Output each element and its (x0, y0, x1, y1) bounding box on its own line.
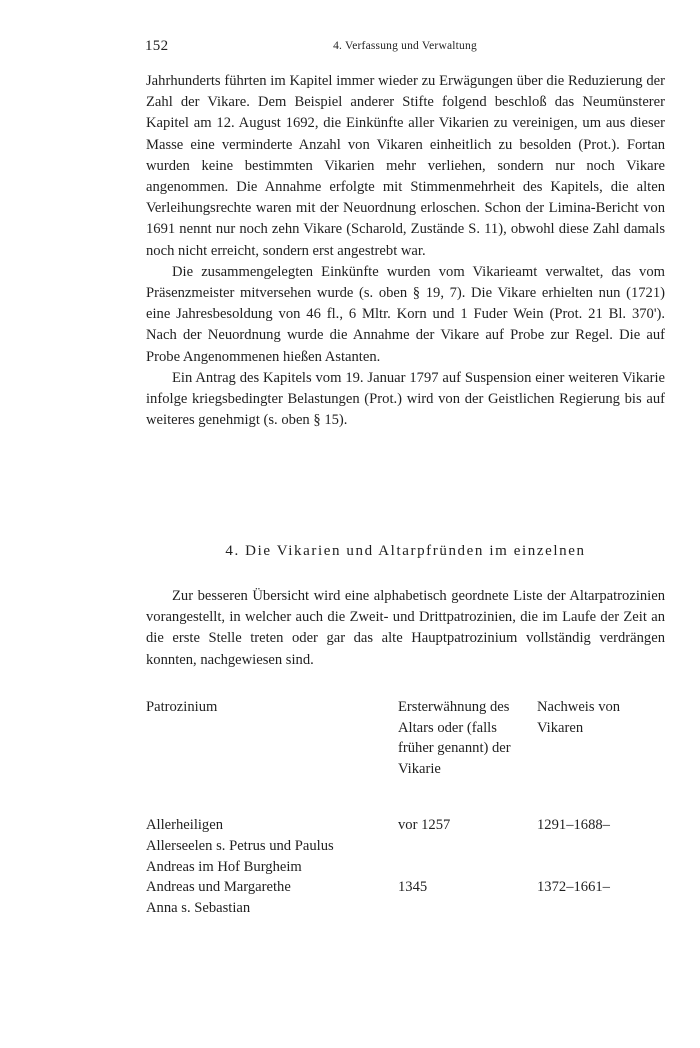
table-cell-nachweis: 1291–1688– (537, 817, 610, 833)
table-cell-patrozinium: Andreas im Hof Burgheim (146, 859, 302, 875)
table-cell-ersterwaehnung: vor 1257 (398, 817, 451, 833)
table-cell-nachweis: 1372–1661– (537, 879, 610, 895)
table-cell-ersterwaehnung: 1345 (398, 879, 428, 895)
body-text (146, 71, 665, 431)
column-header-patrozinium: Patrozinium (146, 699, 218, 715)
paragraph: Ein Antrag des Kapitels vom 19. Januar 1797 auf Suspension einer weiteren Vikarie infolge kriegsbedingter Belastungen (Prot.) wird von der Geistlichen Regierung bis auf weiteres genehmigt (s. oben § 15). (146, 369, 665, 429)
page-number: 152 (145, 38, 169, 54)
table-cell-patrozinium: Allerheiligen (146, 817, 223, 833)
table-cell-patrozinium: Anna s. Sebastian (146, 900, 251, 916)
section-title: 4. Die Vikarien und Altarpfründen im einzelnen (225, 543, 586, 559)
paragraph: Jahrhunderts führten im Kapitel immer wieder zu Erwägungen über die Reduzierung der Zahl der Vikare. Dem Beispiel anderer Stifte folgend beschloß das Neumünsterer Kapitel am 12. August 1692, die Einkünfte aller Vikarien zu vereinigen, um aus dieser Masse eine verminderte Anzahl von Vikaren einheitlich zu besolden (Prot.). Fortan wurden keine bestimmten Vikarien mehr verliehen, sondern nur noch Vikare angenommen. Die Annahme erfolgte mit Stimmenmehrheit des Kapitels, die alten Verleihungsrechte waren mit der Neuordnung erloschen. Schon der Limina-Bericht von 1691 nennt nur noch zehn Vikare (Scharold, Zustände S. 11), obwohl diese Zahl damals noch nicht erreicht, sondern erst angestrebt war. (146, 73, 665, 259)
table-cell-patrozinium: Andreas und Margarethe (146, 879, 291, 895)
section-intro: Zur besseren Übersicht wird eine alphabetisch geordnete Liste der Altarpatrozinien vorangestellt, in welcher auch die Zweit- und Drittpatrozinien, die im Laufe der Zeit an die erste Stelle treten oder gar das alte Hauptpatrozinium vollständig verdrängen konnten, nachgewiesen sind. (146, 588, 665, 668)
paragraph: Die zusammengelegten Einkünfte wurden vom Vikarieamt verwaltet, das vom Präsenzmeister mitversehen wurde (s. oben § 19, 7). Die Vikare erhielten nun (1721) eine Jahresbesoldung von 46 fl., 6 Mltr. Korn und 1 Fuder Wein (Prot. 21 Bl. 370'). Nach der Neuordnung wurde die Annahme der Vikare auf Probe zur Regel. Die auf Probe Angenommenen hießen Astanten. (146, 263, 665, 365)
column-header-ersterwaehnung: Ersterwähnung des Altars oder (falls früher genannt) der Vikarie (398, 699, 511, 778)
table-cell-patrozinium: Allerseelen s. Petrus und Paulus (146, 838, 334, 854)
page-header (145, 38, 665, 56)
running-head: 4. Verfassung und Verwaltung (333, 40, 477, 52)
column-header-nachweis: Nachweis von Vikaren (537, 699, 621, 736)
